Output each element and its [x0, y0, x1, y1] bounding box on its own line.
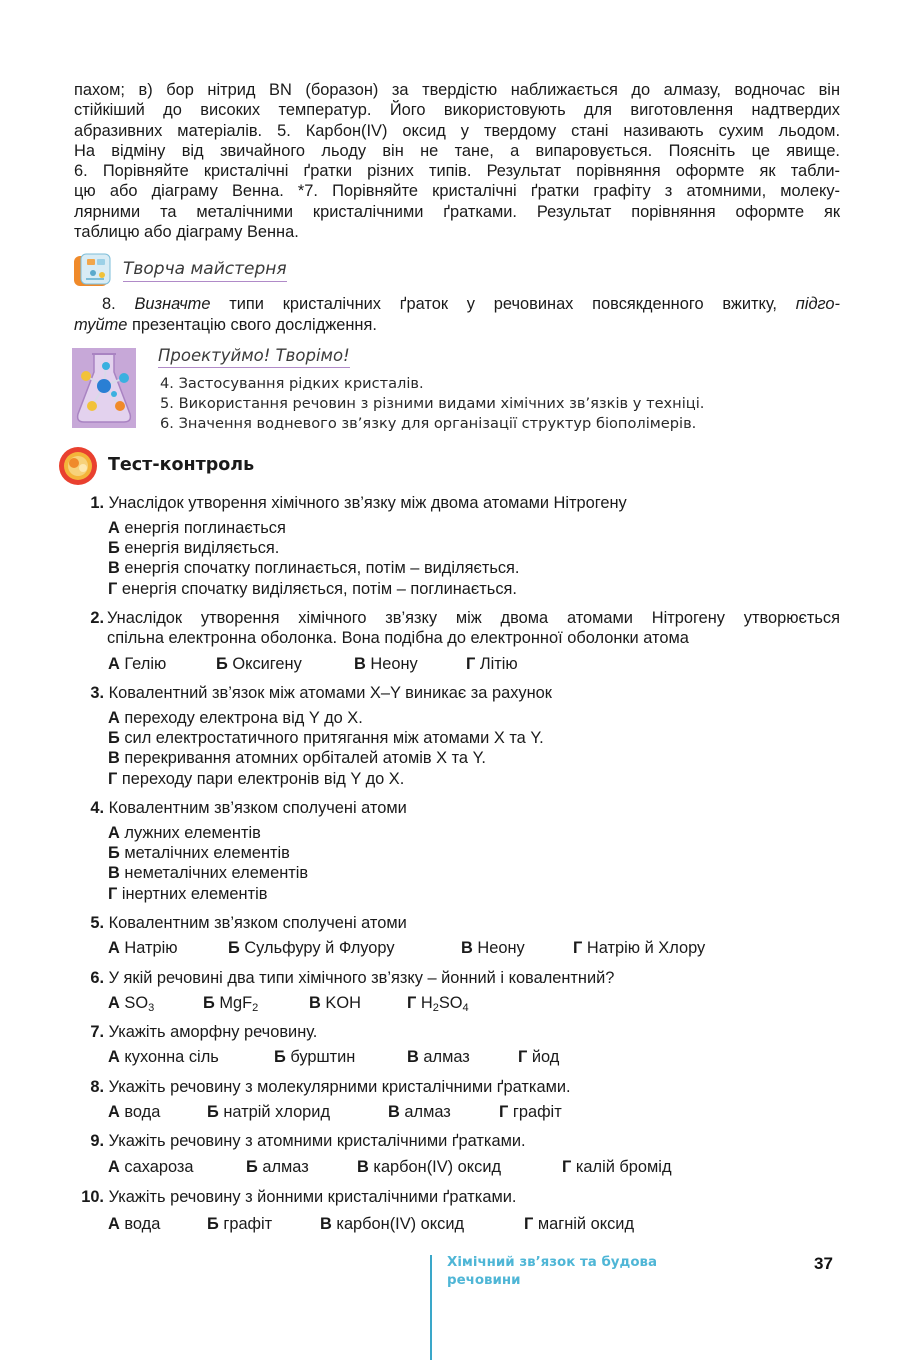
answer-options: [108, 1214, 634, 1234]
answer-option: В неметалічних елементів: [108, 864, 309, 883]
answer-options: [108, 993, 469, 1013]
project-title: Проектуймо! Творімо!: [158, 346, 350, 368]
footer-rule: [430, 1255, 432, 1360]
answer-option: В алмаз: [407, 1048, 470, 1066]
answer-option: А Гелію: [108, 655, 167, 673]
question-stem-text: Унаслідок утворення хімічного зв’язку між двома атомами Нітрогену утворюється спільна електронна оболонка. Вона подібна до електронної оболонки атома: [107, 609, 840, 648]
page-number: 37: [814, 1254, 833, 1273]
answer-option: Г Натрію й Хлору: [573, 939, 706, 957]
question-stem: 3. Ковалентний зв’язок між атомами X–Y виникає за рахунок: [90, 684, 552, 702]
answer-option: В карбон(IV) оксид: [357, 1158, 502, 1176]
answer-option: Г інертних елементів: [108, 884, 268, 903]
answer-option: В Неону: [354, 655, 418, 673]
answer-option: Б Оксигену: [216, 655, 302, 673]
test-control-icon: [58, 446, 98, 486]
creative-task-line: 8. Визначте типи кристалічних ґраток у речовинах повсякденного вжитку, підго-: [102, 295, 840, 313]
answer-option: В енергія спочатку поглинається, потім – виділяється.: [108, 559, 520, 578]
intro-line: 6. Порівняйте кристалічні ґратки різних типів. Результат порівняння оформте як табли-: [74, 162, 840, 181]
answer-option: Г магній оксид: [524, 1215, 635, 1233]
answer-option: Б сил електростатичного притягання між атомами X та Y.: [108, 729, 544, 748]
answer-option: А переходу електрона від Y до X.: [108, 709, 363, 727]
intro-line: цю або діаграму Венна. *7. Порівняйте кристалічні ґратки графіту з атомними, молеку-: [74, 182, 840, 201]
answer-options: [108, 938, 705, 958]
answer-option: Б енергія виділяється.: [108, 539, 280, 558]
intro-line: стійкіший до високих температур. Його використовують для виготовлення надтвердих: [74, 101, 840, 120]
answer-option: Б алмаз: [246, 1158, 309, 1176]
answer-options: [108, 654, 518, 674]
answer-options: [108, 823, 308, 904]
answer-option: Б MgF$_2$: [203, 994, 259, 1014]
answer-options: [108, 1157, 672, 1177]
project-molecule-image: [72, 348, 136, 428]
answer-option: А вода: [108, 1103, 161, 1121]
answer-options: [108, 708, 544, 789]
question-stem: 4. Ковалентним зв’язком сполучені атоми: [90, 799, 407, 817]
question-stem: 5. Ковалентним зв’язком сполучені атоми: [90, 914, 407, 932]
answer-option: А вода: [108, 1215, 161, 1233]
answer-option: А сахароза: [108, 1158, 194, 1176]
answer-option: В перекривання атомних орбіталей атомів X та Y.: [108, 749, 486, 768]
creative-workshop-icon: [72, 252, 112, 288]
answer-options: [108, 1047, 559, 1067]
question-stem: 6. У якій речовині два типи хімічного зв’язку – йонний і ковалентний?: [90, 969, 615, 987]
list-item: 4. Застосування рідких кристалів.: [160, 375, 424, 392]
answer-options: [108, 1102, 562, 1122]
list-item: 6. Значення водневого зв’язку для організації структур біополімерів.: [160, 415, 697, 432]
answer-option: Г енергія спочатку виділяється, потім – поглинається.: [108, 579, 517, 598]
answer-option: Б металічних елементів: [108, 844, 290, 863]
question-stem: 7. Укажіть аморфну речовину.: [90, 1023, 318, 1041]
answer-option: Г Літію: [466, 655, 518, 673]
intro-line: лярними та металічними кристалічними ґратками. Результат порівняння оформте як: [74, 202, 840, 221]
answer-option: Г калій бромід: [562, 1158, 672, 1176]
question-stem: 8. Укажіть речовину з молекулярними кристалічними ґратками.: [90, 1078, 571, 1096]
question-stem: 2.: [90, 609, 104, 627]
answer-option: Б Сульфуру й Флуору: [228, 939, 395, 957]
creative-task: [74, 294, 840, 336]
answer-option: А лужних елементів: [108, 824, 261, 842]
answer-option: В Неону: [461, 939, 525, 957]
answer-option: А Натрію: [108, 939, 178, 957]
answer-option: Б бурштин: [274, 1048, 356, 1066]
answer-option: Г йод: [518, 1048, 560, 1066]
project-list: [160, 374, 704, 434]
answer-option: В KOH: [309, 994, 361, 1012]
answer-options: [108, 518, 520, 599]
intro-line: абразивних матеріалів. 5. Карбон(IV) оксид у твердому стані називають сухим льодом.: [74, 121, 840, 140]
question-stem: 9. Укажіть речовину з атомними кристалічними ґратками.: [90, 1132, 526, 1150]
creative-workshop-title: Творча майстерня: [123, 259, 287, 282]
answer-option: А $SO_3$: [108, 994, 155, 1014]
intro-line: На відміну від звичайного льоду він не тане, а випаровується. Поясніть це явище.: [74, 141, 840, 160]
answer-option: В алмаз: [388, 1103, 451, 1121]
answer-option: В карбон(IV) оксид: [320, 1215, 465, 1233]
answer-option: А енергія поглинається: [108, 519, 286, 537]
intro-line: таблицю або діаграму Венна.: [74, 223, 299, 242]
answer-option: Г переходу пари електронів від Y до X.: [108, 769, 405, 788]
test-title: Тест-контроль: [108, 455, 255, 475]
intro-paragraph: [74, 80, 840, 242]
creative-task-line: туйте презентацію свого дослідження.: [74, 316, 377, 334]
answer-option: Б натрій хлорид: [207, 1103, 331, 1121]
answer-option: Г графіт: [499, 1103, 562, 1121]
answer-option: А кухонна сіль: [108, 1048, 219, 1066]
list-item: 5. Використання речовин з різними видами хімічних зв’язків у техніці.: [160, 395, 705, 412]
question-stem: 10. Укажіть речовину з йонними кристалічними ґратками.: [81, 1188, 517, 1206]
footer-section-title: Хімічний зв’язок та будова речовини: [447, 1255, 658, 1288]
intro-line: пахом; в) бор нітрид BN (боразон) за твердістю наближається до алмазу, водночас він: [74, 81, 840, 99]
answer-option: Г $H_2SO_4$: [407, 994, 469, 1014]
question-stem: 1. Унаслідок утворення хімічного зв’язку між двома атомами Нітрогену: [90, 494, 627, 512]
answer-option: Б графіт: [207, 1215, 273, 1233]
